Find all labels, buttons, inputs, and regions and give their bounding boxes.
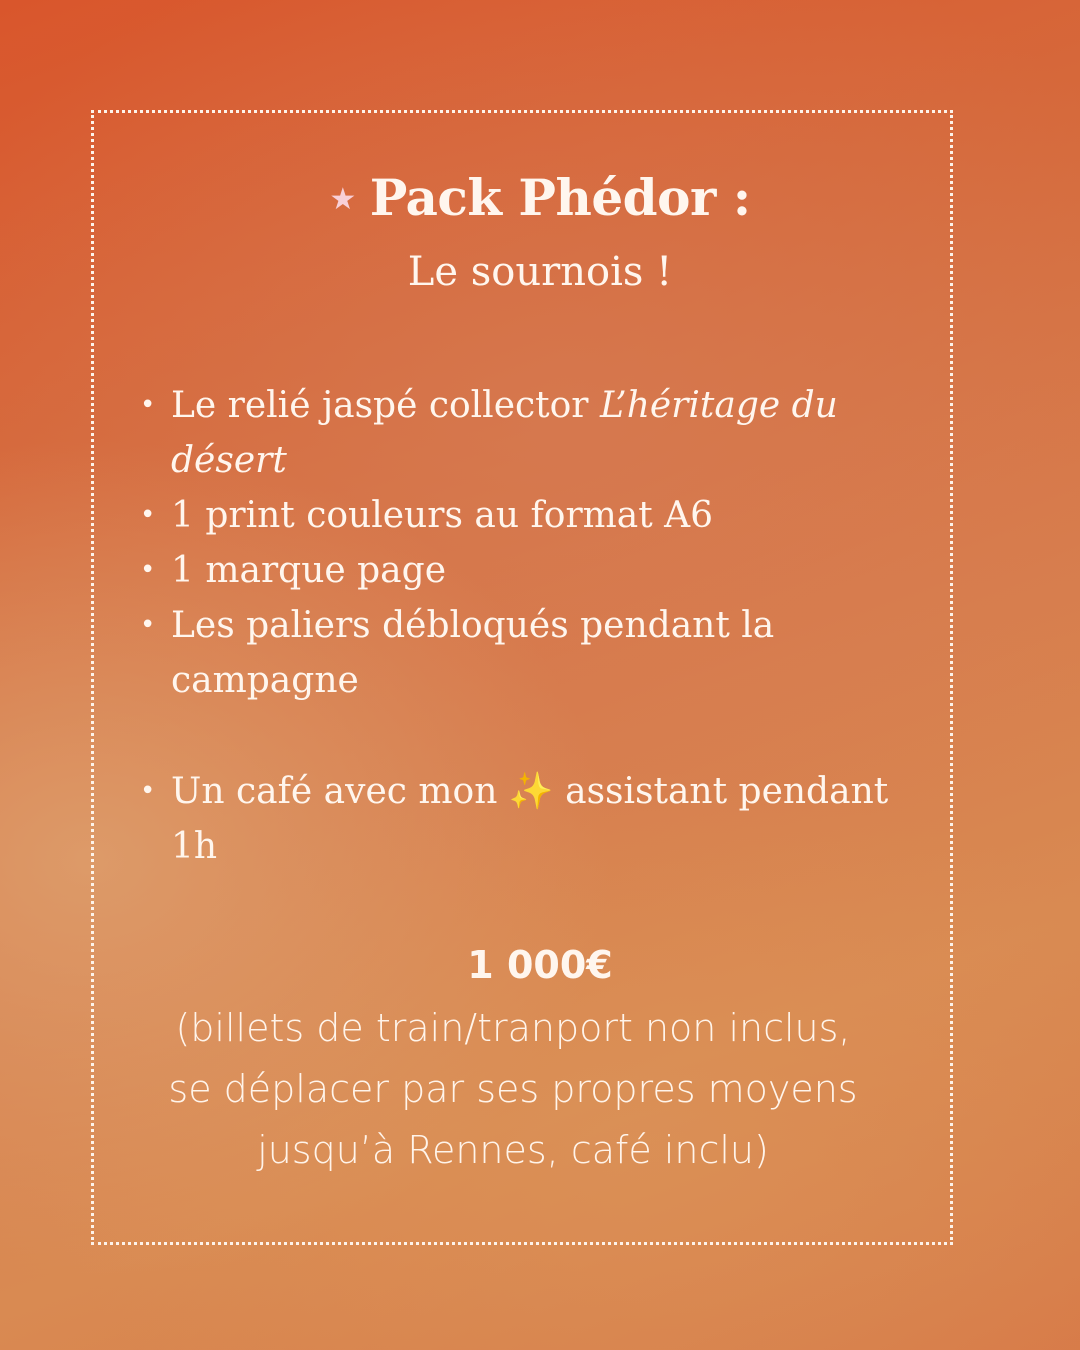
bullet-icon: •	[140, 390, 156, 420]
bullet-icon: •	[140, 555, 156, 585]
price: 1 000€	[467, 943, 613, 987]
list-item-text: 1 marque page	[171, 550, 446, 591]
list-item	[140, 543, 920, 598]
book-title: L’héritage du désert	[171, 385, 838, 481]
bullet-icon: •	[140, 776, 156, 806]
list-item-text: 1 print couleurs au format A6	[171, 495, 714, 536]
sparkles-icon: ✨	[508, 771, 554, 812]
bullet-icon: •	[140, 500, 156, 530]
price-note	[120, 998, 906, 1181]
price-note-line: jusqu’à Rennes, café inclu)	[257, 1128, 769, 1172]
pack-subtitle: Le sournois !	[407, 249, 673, 295]
list-item-text: Un café avec mon	[171, 771, 509, 812]
price-note-line: se déplacer par ses propres moyens	[168, 1067, 858, 1111]
bullet-icon: •	[140, 610, 156, 640]
star-icon: ★	[329, 182, 356, 217]
list-item	[140, 764, 920, 874]
list-item-text: Le relié jaspé collector	[171, 385, 600, 426]
pack-contents-list	[140, 378, 920, 874]
pack-title-text: Pack Phédor :	[369, 168, 751, 227]
list-item-text: Les paliers débloqués pendant la campagne	[171, 605, 775, 701]
list-item	[140, 378, 920, 488]
pack-title	[0, 168, 1080, 230]
list-item	[140, 488, 920, 543]
price-note-line: (billets de train/tranport non inclus,	[175, 1006, 851, 1050]
list-item-text: assistant pendant 1h	[171, 771, 889, 867]
list-item	[140, 598, 920, 708]
